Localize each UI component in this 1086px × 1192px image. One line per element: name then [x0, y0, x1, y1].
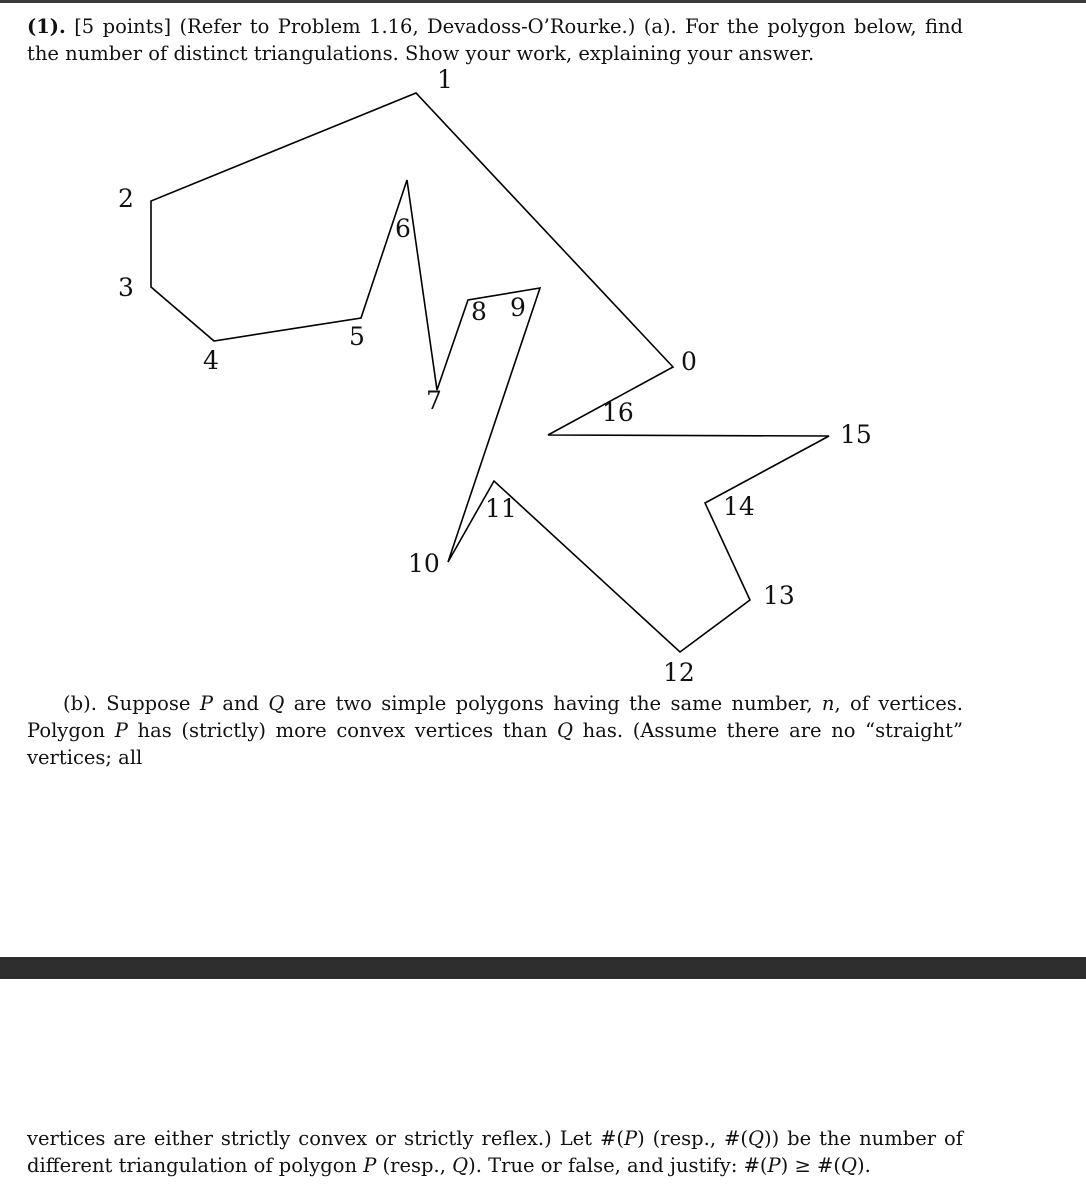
text-span: ) ≥ #( — [780, 1154, 841, 1177]
vertex-label: 8 — [471, 297, 487, 326]
vertex-label: 6 — [395, 214, 411, 243]
text-span: has (strictly) more convex vertices than — [127, 719, 558, 742]
math-var: P — [199, 692, 213, 715]
vertex-label: 16 — [602, 398, 634, 427]
text-span: ). True or false, and justify: #( — [468, 1154, 768, 1177]
math-var: Q — [747, 1127, 764, 1150]
text-span: )) be the number of different triangulation of polygon — [27, 1127, 963, 1177]
math-var: Q — [268, 692, 285, 715]
page-break-band — [0, 957, 1086, 979]
polygon-outline — [151, 93, 829, 652]
math-var: P — [767, 1154, 781, 1177]
problem-a-statement: (Refer to Problem 1.16, Devadoss-O’Rourke.) (a). For the polygon below, find the number of distinct triangulations. Show your work, explaining your answer. — [27, 15, 963, 65]
vertex-label: 13 — [763, 581, 795, 610]
text-span: ). — [856, 1154, 871, 1177]
vertex-label: 12 — [663, 658, 695, 687]
problem-number: (1). — [27, 15, 66, 38]
vertex-label: 0 — [681, 347, 697, 376]
text-span: , of vertices. Polygon — [27, 692, 963, 742]
problem-b-continued-text — [27, 1125, 963, 1179]
math-var: Q — [557, 719, 574, 742]
vertex-label: 4 — [203, 346, 219, 375]
vertex-label: 3 — [118, 273, 134, 302]
vertex-label: 15 — [840, 420, 872, 449]
text-span: are two simple polygons having the same number, — [284, 692, 822, 715]
text-span: ) (resp., #( — [637, 1127, 748, 1150]
text-span: (resp., — [376, 1154, 453, 1177]
vertex-label: 10 — [408, 549, 440, 578]
vertex-label: 11 — [485, 494, 517, 523]
vertex-label: 1 — [437, 65, 453, 94]
problem-points: [5 points] — [74, 15, 172, 38]
math-var: P — [114, 719, 128, 742]
vertex-label: 9 — [510, 293, 526, 322]
text-span: and — [212, 692, 269, 715]
math-var: P — [363, 1154, 377, 1177]
math-var: n — [821, 692, 835, 715]
text-span: vertices are either strictly convex or strictly reflex.) Let #( — [27, 1127, 624, 1150]
math-var: Q — [840, 1154, 857, 1177]
vertex-label: 14 — [723, 492, 755, 521]
problem-b-text — [27, 690, 963, 771]
vertex-label: 5 — [349, 322, 365, 351]
text-span: has. (Assume there are no “straight” vertices; all — [27, 719, 963, 769]
math-var: P — [623, 1127, 638, 1150]
vertex-label: 7 — [426, 386, 442, 415]
vertex-label: 2 — [118, 184, 134, 213]
text-span: (b). Suppose — [63, 692, 200, 715]
math-var: Q — [452, 1154, 469, 1177]
